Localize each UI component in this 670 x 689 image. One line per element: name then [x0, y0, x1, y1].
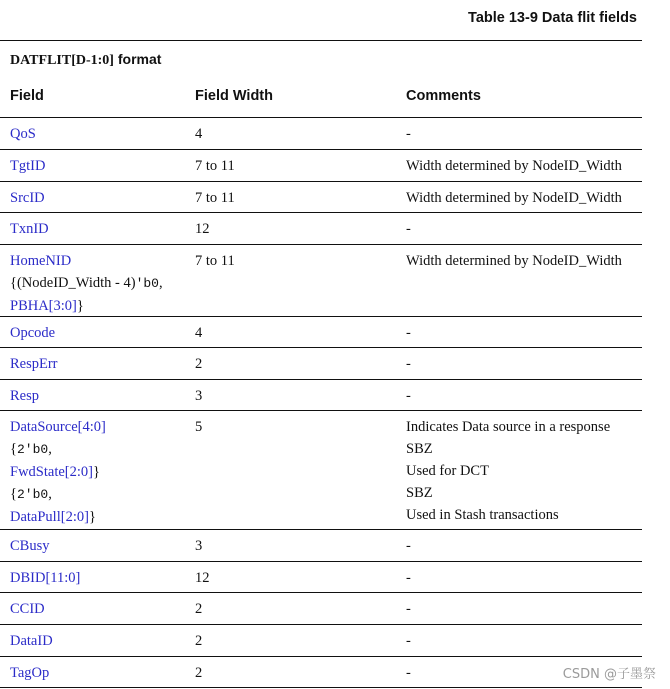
field-link[interactable]: DataSource[4:0]	[10, 419, 106, 435]
expr-comma: ,	[48, 441, 52, 457]
field-width: 2	[195, 633, 203, 649]
table-row	[0, 561, 642, 592]
field-comment: -	[406, 388, 411, 404]
field-sub-expression	[10, 483, 106, 506]
expr-brace: }	[76, 298, 84, 314]
field-link[interactable]: QoS	[10, 126, 36, 142]
field-sub-expression	[10, 438, 106, 461]
field-link[interactable]: Opcode	[10, 325, 56, 341]
table-row	[0, 624, 642, 656]
field-link[interactable]: DBID[11:0]	[10, 570, 81, 586]
watermark: CSDN @子墨祭	[562, 667, 656, 682]
comment-line: SBZ	[406, 485, 433, 501]
table-row	[0, 316, 642, 347]
field-comment	[406, 416, 610, 526]
table-row	[0, 529, 642, 561]
expr-comma: ,	[158, 275, 163, 291]
table-row	[0, 347, 642, 379]
field-link[interactable]: PBHA[3:0]	[10, 298, 77, 314]
field-width: 3	[195, 538, 203, 554]
field-comment: -	[406, 126, 411, 142]
table-row	[0, 592, 642, 624]
field-width: 7 to 11	[195, 158, 235, 174]
field-link[interactable]: RespErr	[10, 356, 58, 372]
field-link[interactable]: HomeNID	[10, 253, 72, 269]
table-row	[0, 244, 642, 316]
field-comment: -	[406, 665, 411, 681]
field-width: 5	[195, 419, 203, 435]
field-sub-expression	[10, 295, 163, 317]
expr-brace: {	[10, 486, 17, 502]
comment-line: Indicates Data source in a response	[406, 419, 611, 435]
field-width: 2	[195, 601, 203, 617]
field-link[interactable]: Resp	[10, 388, 39, 404]
field-width: 12	[195, 221, 210, 237]
field-width: 4	[195, 126, 203, 142]
field-comment: -	[406, 633, 411, 649]
field-comment: -	[406, 221, 411, 237]
field-cell	[10, 416, 106, 528]
comment-line: Used in Stash transactions	[406, 507, 559, 523]
field-comment: -	[406, 570, 411, 586]
expr-brace: {	[10, 441, 17, 457]
field-width: 2	[195, 665, 203, 681]
format-name: DATFLIT[D-1:0]	[10, 53, 114, 68]
table-row	[0, 149, 642, 181]
expr-literal: 'b0	[135, 276, 159, 291]
field-sub-expression	[10, 461, 106, 483]
field-comment: -	[406, 325, 411, 341]
field-link[interactable]: DataPull[2:0]	[10, 509, 89, 525]
field-link[interactable]: TxnID	[10, 221, 49, 237]
field-comment: -	[406, 601, 411, 617]
table-row	[0, 410, 642, 529]
header-comments: Comments	[406, 88, 481, 104]
field-comment: -	[406, 538, 411, 554]
field-width: 3	[195, 388, 203, 404]
comment-line: Used for DCT	[406, 463, 489, 479]
top-rule	[0, 40, 642, 41]
table-row	[0, 212, 642, 244]
expr-literal: 2'b0	[16, 487, 49, 502]
field-sub-expression	[10, 272, 163, 295]
format-suffix: format	[113, 51, 162, 67]
table-caption: Table 13-9 Data flit fields	[468, 10, 637, 26]
expr-comma: ,	[48, 486, 52, 502]
field-width: 7 to 11	[195, 190, 235, 206]
expr-brace: }	[92, 464, 100, 480]
comment-line: SBZ	[406, 441, 433, 457]
field-comment: Width determined by NodeID_Width	[406, 190, 622, 206]
field-sub-expression	[10, 506, 106, 528]
header-field-width: Field Width	[195, 88, 273, 104]
field-comment: Width determined by NodeID_Width	[406, 158, 622, 174]
field-width: 7 to 11	[195, 253, 235, 269]
field-link[interactable]: SrcID	[10, 190, 45, 206]
bottom-rule	[0, 687, 642, 688]
table-row	[0, 181, 642, 212]
field-link[interactable]: FwdState[2:0]	[10, 464, 93, 480]
expr-literal: 2'b0	[16, 442, 49, 457]
table-row	[0, 379, 642, 410]
field-link[interactable]: TagOp	[10, 665, 50, 681]
expr-brace: }	[88, 509, 96, 525]
field-link[interactable]: TgtID	[10, 158, 46, 174]
expr-text: {(NodeID_Width - 4)	[10, 275, 136, 291]
field-link[interactable]: CCID	[10, 601, 45, 617]
header-field: Field	[10, 88, 44, 104]
field-comment: -	[406, 356, 411, 372]
field-width: 12	[195, 570, 210, 586]
format-label	[10, 51, 161, 69]
field-link[interactable]: CBusy	[10, 538, 50, 554]
table-row	[0, 656, 642, 687]
field-link[interactable]: DataID	[10, 633, 53, 649]
field-width: 4	[195, 325, 203, 341]
field-comment: Width determined by NodeID_Width	[406, 253, 622, 269]
field-width: 2	[195, 356, 203, 372]
field-cell	[10, 250, 163, 317]
table-row	[0, 117, 642, 149]
